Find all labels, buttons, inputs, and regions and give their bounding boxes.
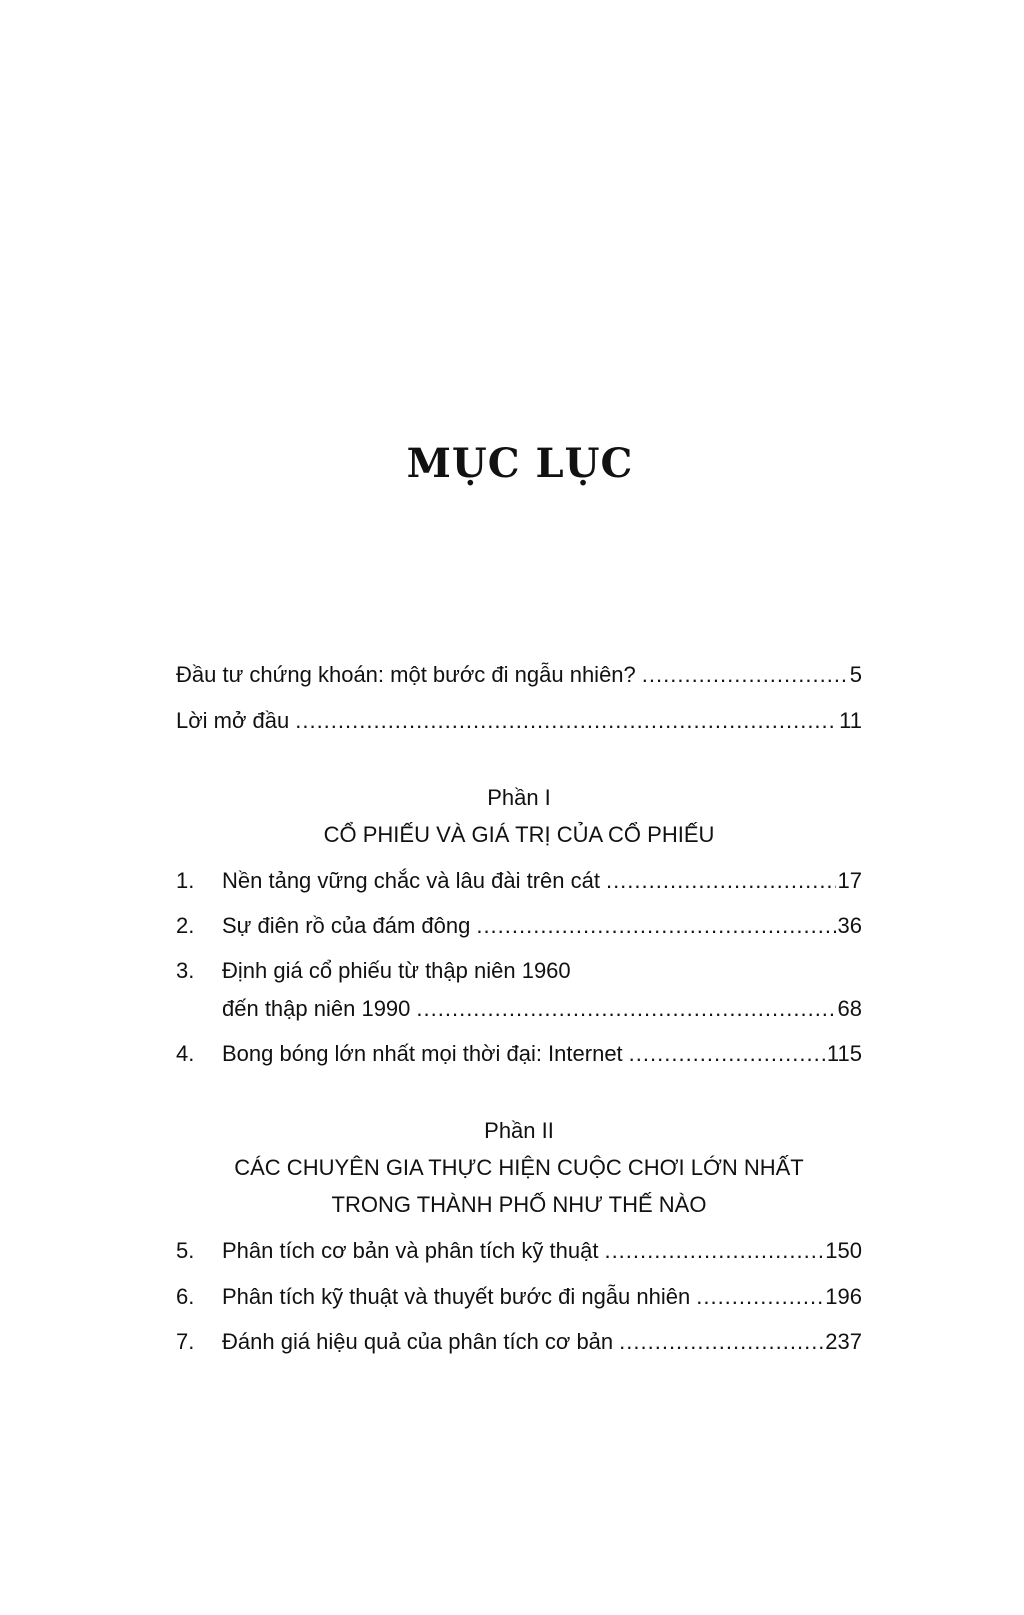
chapter-number: 4. xyxy=(176,1041,195,1066)
chapter-number: 6. xyxy=(176,1284,195,1309)
toc-entry-title: Bong bóng lớn nhất mọi thời đại: Internet xyxy=(222,1041,623,1066)
toc-chapter-3-line2[interactable] xyxy=(176,994,862,1024)
dot-leader xyxy=(642,660,848,690)
toc-chapter-2[interactable] xyxy=(176,911,862,941)
dot-leader xyxy=(604,1236,823,1266)
page-title: MỤC LỤC xyxy=(406,440,634,487)
dot-leader xyxy=(476,911,835,941)
toc-chapter-3-line1[interactable] xyxy=(176,956,862,986)
toc-entry-title: Phân tích kỹ thuật và thuyết bước đi ngẫu nhiên xyxy=(222,1284,691,1309)
toc-entry-title: Đầu tư chứng khoán: một bước đi ngẫu nhiên? xyxy=(176,662,636,687)
dot-leader xyxy=(629,1039,825,1069)
toc-entry-page: 196 xyxy=(825,1284,862,1309)
toc-entry-title-line1: Định giá cổ phiếu từ thập niên 1960 xyxy=(222,958,571,983)
part-2-title-line2: TRONG THÀNH PHỐ NHƯ THẾ NÀO xyxy=(331,1192,707,1217)
chapter-number: 2. xyxy=(176,913,195,938)
toc-entry-title: Sự điên rồ của đám đông xyxy=(222,913,471,938)
dot-leader xyxy=(619,1327,823,1357)
toc-entry-title: Đánh giá hiệu quả của phân tích cơ bản xyxy=(222,1329,614,1354)
toc-entry-intro-2[interactable] xyxy=(176,706,862,736)
chapter-number: 7. xyxy=(176,1329,195,1354)
toc-chapter-1[interactable] xyxy=(176,866,862,896)
toc-entry-title: đến thập niên 1990 xyxy=(222,996,411,1021)
dot-leader xyxy=(696,1282,823,1312)
part-1-label: Phần I xyxy=(487,785,551,810)
toc-chapter-7[interactable] xyxy=(176,1327,862,1357)
toc-entry-page: 11 xyxy=(839,708,862,733)
toc-entry-title: Lời mở đầu xyxy=(176,708,290,733)
toc-entry-page: 115 xyxy=(826,1041,862,1066)
toc-entry-intro-1[interactable] xyxy=(176,660,862,690)
part-1-title: CỔ PHIẾU VÀ GIÁ TRỊ CỦA CỔ PHIẾU xyxy=(323,822,715,847)
dot-leader xyxy=(416,994,835,1024)
toc-entry-page: 5 xyxy=(849,662,862,687)
toc-entry-title: Phân tích cơ bản và phân tích kỹ thuật xyxy=(222,1238,599,1263)
toc-entry-page: 36 xyxy=(837,913,862,938)
toc-entry-page: 150 xyxy=(825,1238,862,1263)
toc-entry-page: 17 xyxy=(837,868,862,893)
toc-entry-title: Nền tảng vững chắc và lâu đài trên cát xyxy=(222,868,600,893)
toc-chapter-5[interactable] xyxy=(176,1236,862,1266)
toc-chapter-6[interactable] xyxy=(176,1282,862,1312)
part-2-label: Phần II xyxy=(484,1118,554,1143)
toc-chapter-4[interactable] xyxy=(176,1039,862,1069)
chapter-number: 5. xyxy=(176,1238,195,1263)
dot-leader xyxy=(606,866,836,896)
part-2-title-line1: CÁC CHUYÊN GIA THỰC HIỆN CUỘC CHƠI LỚN NHẤT xyxy=(234,1155,804,1180)
toc-entry-page: 237 xyxy=(825,1329,862,1354)
chapter-number: 3. xyxy=(176,958,195,983)
dot-leader xyxy=(295,706,837,736)
chapter-number: 1. xyxy=(176,868,195,893)
toc-entry-page: 68 xyxy=(837,996,862,1021)
